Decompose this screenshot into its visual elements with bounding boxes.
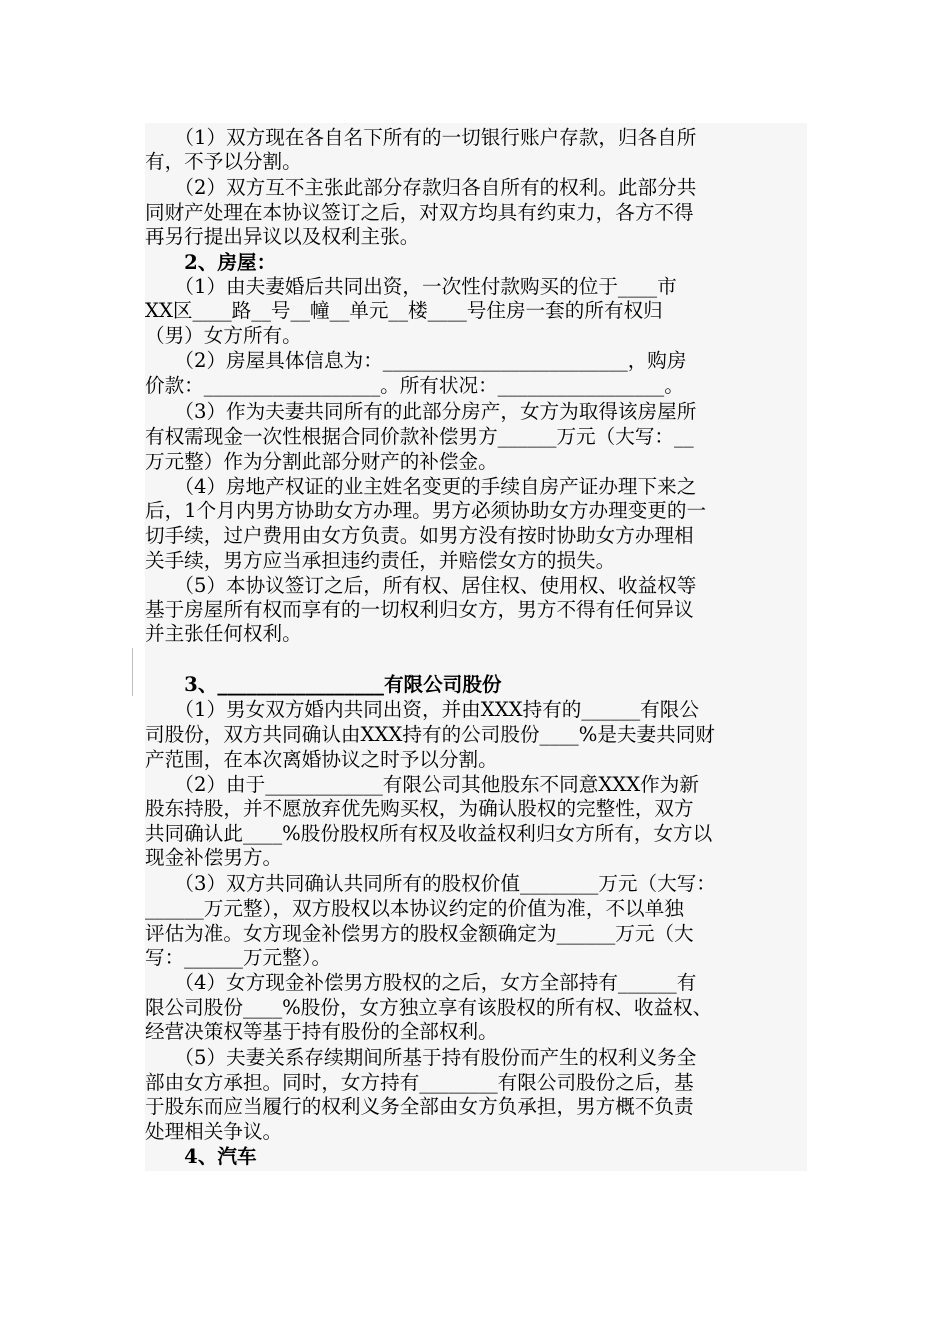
text-line: 部由女方承担。同时，女方持有________有限公司股份之后，基 [145, 1071, 694, 1094]
text-line: 万元整）作为分割此部分财产的补偿金。 [145, 450, 498, 473]
text-cursor-mark [132, 648, 133, 696]
text-line: 关手续，男方应当承担违约责任，并赔偿女方的损失。 [145, 549, 616, 572]
text-line: （3）双方共同确认共同所有的股权价值________万元（大写： [145, 872, 716, 895]
text-line: 价款：__________________。所有状况：_________________。 [145, 374, 684, 397]
section-heading-house: 2、房屋： [145, 251, 277, 274]
text-line: ______万元整），双方股权以本协议约定的价值为准，不以单独 [145, 897, 684, 920]
text-line: 评估为准。女方现金补偿男方的股权金额确定为______万元（大 [145, 922, 694, 945]
text-line: 共同确认此____%股份股权所有权及收益权利归女方所有，女方以 [145, 822, 713, 845]
text-line: （2）房屋具体信息为：_________________________，购房 [145, 349, 687, 372]
text-line: 经营决策权等基于持有股份的全部权利。 [145, 1020, 498, 1043]
text-line: 司股份，双方共同确认由XXX持有的公司股份____%是夫妻共同财 [145, 723, 715, 746]
text-line: （5）夫妻关系存续期间所基于持有股份而产生的权利义务全 [145, 1046, 697, 1069]
text-line: 有权需现金一次性根据合同价款补偿男方______万元（大写：__ [145, 425, 694, 448]
text-line: （2）由于____________有限公司其他股东不同意XXX作为新 [145, 773, 699, 796]
text-line: 后，1个月内男方协助女方办理。男方必须协助女方办理变更的一 [145, 499, 707, 522]
text-line: （3）作为夫妻共同所有的此部分房产，女方为取得该房屋所 [145, 400, 697, 423]
text-line: 切手续，过户费用由女方负责。如男方没有按时协助女方办理相 [145, 524, 694, 547]
text-line: 处理相关争议。 [145, 1120, 283, 1143]
text-line: 限公司股份____%股份，女方独立享有该股权的所有权、收益权、 [145, 996, 713, 1019]
text-line: 基于房屋所有权而享有的一切权利归女方，男方不得有任何异议 [145, 598, 694, 621]
text-line: 现金补偿男方。 [145, 846, 283, 869]
text-line: 于股东而应当履行的权利义务全部由女方负承担，男方概不负责 [145, 1095, 694, 1118]
text-line: 产范围，在本次离婚协议之时予以分割。 [145, 748, 498, 771]
text-line: 再另行提出异议以及权利主张。 [145, 225, 420, 248]
text-line: （2）双方互不主张此部分存款归各自所有的权利。此部分共 [145, 176, 697, 199]
text-line: （4）女方现金补偿男方股权的之后，女方全部持有______有 [145, 971, 697, 994]
text-line: 并主张任何权利。 [145, 622, 302, 645]
text-line: （男）女方所有。 [145, 324, 302, 347]
text-line: （5）本协议签订之后，所有权、居住权、使用权、收益权等 [145, 574, 697, 597]
text-line: （1）双方现在各自名下所有的一切银行账户存款，归各自所 [145, 126, 697, 149]
text-line: XX区____路__号__幢__单元__楼____号住房一套的所有权归 [145, 299, 663, 322]
text-line: 同财产处理在本协议签订之后，对双方均具有约束力，各方不得 [145, 201, 694, 224]
section-heading-company-shares: 3、_________________有限公司股份 [145, 673, 502, 696]
text-line: （1）由夫妻婚后共同出资，一次性付款购买的位于____市 [145, 275, 677, 298]
text-line: 有，不予以分割。 [145, 150, 302, 173]
section-heading-car: 4、汽车 [145, 1145, 257, 1168]
text-line: 写：______万元整）。 [145, 946, 332, 969]
text-line: （1）男女双方婚内共同出资，并由XXX持有的______有限公 [145, 698, 699, 721]
text-line: 股东持股，并不愿放弃优先购买权，为确认股权的完整性，双方 [145, 797, 694, 820]
text-line: （4）房地产权证的业主姓名变更的手续自房产证办理下来之 [145, 475, 697, 498]
